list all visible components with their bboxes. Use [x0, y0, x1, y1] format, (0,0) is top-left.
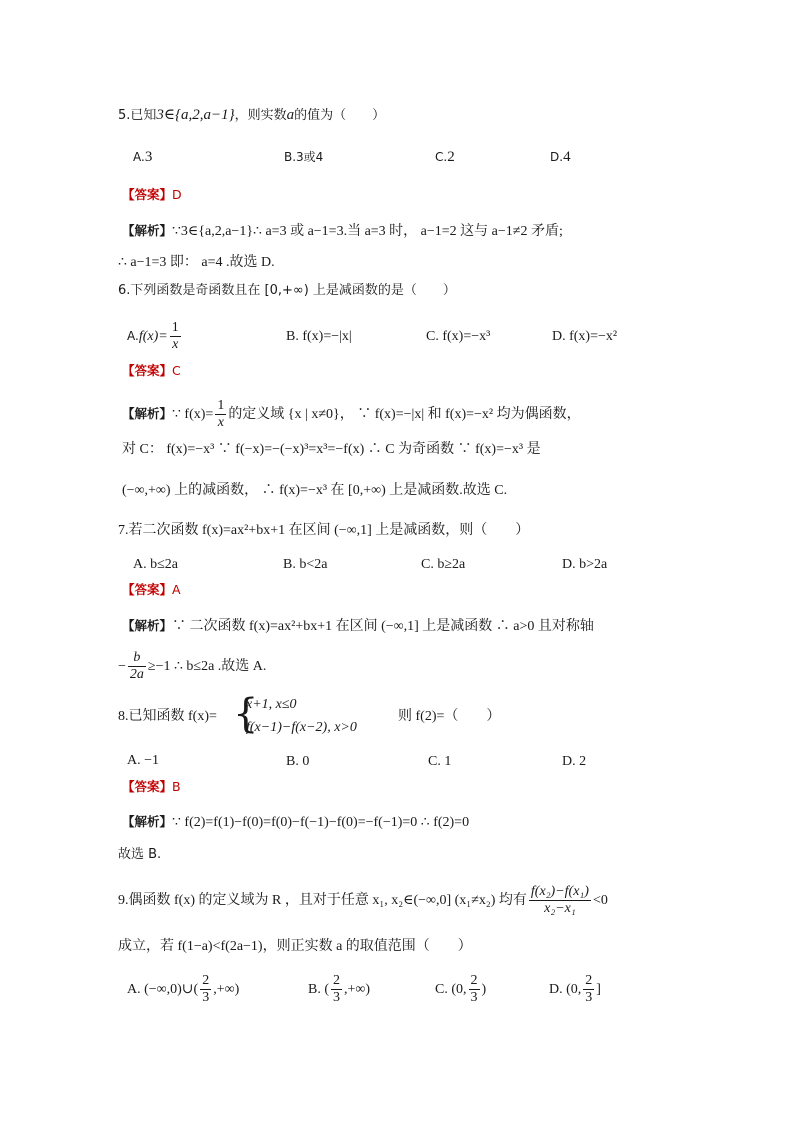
q7-option-b: B. b<2a	[283, 557, 328, 572]
q9-option-b: B. ( $\frac{2}{3}$ ,+∞)	[308, 973, 371, 1005]
q6-analysis-line3: (−∞,+∞) 上的减函数， ∴ f(x)=−x³ 在 [0,+∞) 上是减函数.故选 C.	[122, 483, 508, 498]
q6-option-a: A.f(x)= $\frac{1}{x}$	[127, 320, 179, 352]
q7-analysis-line2: − $\frac{b}{2a}$ ≥−1 ∴ b≤2a .故选 A.	[118, 650, 267, 682]
q6-stem: 6.下列函数是奇函数且在 [0,+∞) 上是减函数的是（ ）	[118, 283, 456, 298]
q7-answer: 【答案】A	[122, 582, 181, 597]
q9-stem-line1: 9.偶函数 f(x) 的定义域为 R ，且对于任意 x₁, x₂∈(−∞,0] (x₁≠x₂) 均有 $\frac{\text{f(x₂)−f(x₁)}}{\text{x₂−x₁}}$ <0	[118, 884, 608, 916]
q5-analysis-line1: 【解析】∵3∈{a,2,a−1}∴ a=3 或 a−1=3.当 a=3 时， a−1=2 这与 a−1≠2 矛盾;	[122, 223, 563, 239]
q8-option-b: B. 0	[286, 754, 310, 769]
q8-stem-suffix: 则 f(2)=（ ）	[398, 709, 501, 724]
q8-analysis-line1: 【解析】∵ f(2)=f(1)−f(0)=f(0)−f(−1)−f(0)=−f(−1)=0 ∴ f(2)=0	[122, 814, 470, 830]
q8-case-1: x+1, x≤0	[246, 697, 297, 712]
q6-option-d: D. f(x)=−x²	[552, 329, 618, 344]
q5-answer: 【答案】D	[122, 187, 182, 202]
q6-option-c: C. f(x)=−x³	[426, 329, 491, 344]
q9-stem-line2: 成立，若 f(1−a)<f(2a−1)，则正实数 a 的取值范围（ ）	[118, 939, 472, 954]
q8-option-d: D. 2	[562, 754, 587, 769]
q5-analysis-line2: ∴ a−1=3 即： a=4 .故选 D.	[118, 255, 275, 270]
q9-option-c: C. (0, $\frac{2}{3}$ )	[435, 973, 487, 1005]
piecewise-brace-icon: {	[233, 691, 259, 737]
q8-stem-prefix: 8.已知函数 f(x)=	[118, 709, 217, 724]
q5-option-a: A.3	[133, 149, 153, 165]
q6-option-b: B. f(x)=−|x|	[286, 329, 352, 344]
q5-option-b: B.3或4	[284, 150, 324, 164]
q7-analysis-line1: 【解析】∵ 二次函数 f(x)=ax²+bx+1 在区间 (−∞,1] 上是减函数 ∴ a>0 且对称轴	[122, 618, 594, 634]
q7-stem: 7.若二次函数 f(x)=ax²+bx+1 在区间 (−∞,1] 上是减函数，则（ ）	[118, 523, 530, 538]
q5-option-c: C.2	[435, 149, 455, 165]
q9-option-a: A. (−∞,0)∪( $\frac{2}{3}$ ,+∞)	[127, 973, 240, 1005]
q6-analysis-line2: 对 C： f(x)=−x³ ∵ f(−x)=−(−x)³=x³=−f(x) ∴ C 为奇函数 ∵ f(x)=−x³ 是	[122, 442, 541, 457]
q6-answer: 【答案】C	[122, 363, 181, 378]
q5-option-d: D.4	[550, 149, 571, 165]
q8-option-c: C. 1	[428, 754, 452, 769]
q9-option-d: D. (0, $\frac{2}{3}$ ]	[549, 973, 601, 1005]
q8-case-2: f(x−1)−f(x−2), x>0	[246, 720, 357, 735]
q8-analysis-line2: 故选 B.	[118, 847, 162, 862]
q7-option-a: A. b≤2a	[133, 557, 179, 572]
q5-stem: 5.已知3∈{a,2,a−1}，则实数a的值为（ ）	[118, 107, 386, 123]
q8-answer: 【答案】B	[122, 779, 181, 794]
q6-analysis-line1: 【解析】∵ f(x)= $\frac{1}{x}$ 的定义域 {x | x≠0}， ∵ f(x)=−|x| 和 f(x)=−x² 均为偶函数，	[122, 398, 581, 430]
q8-option-a: A. −1	[127, 753, 160, 768]
q7-option-d: D. b>2a	[562, 557, 608, 572]
q7-option-c: C. b≥2a	[421, 557, 466, 572]
